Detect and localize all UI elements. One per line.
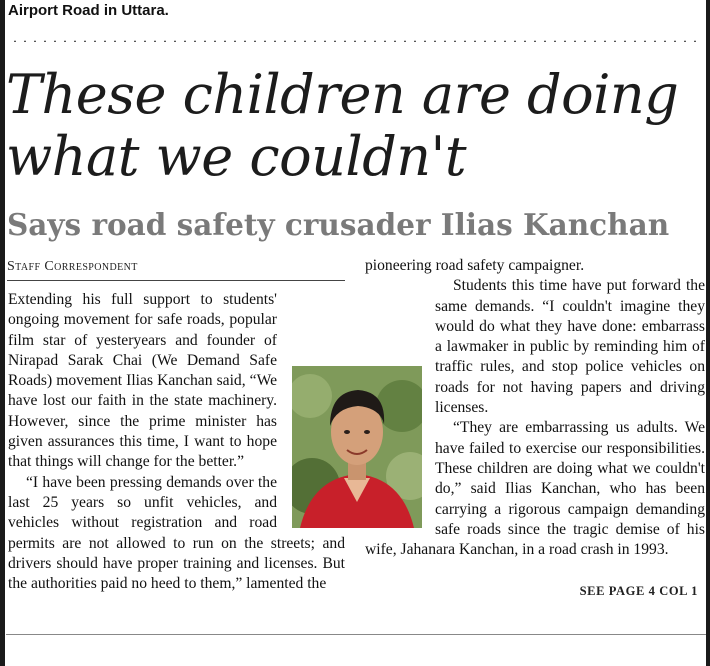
paragraph: “They are embarrassing us adults. We have failed to exercise our responsibilities. These children are doing what we couldn't do,” said Ilias Kanchan, who has been carrying a rigorous campaign demanding safe roads since the tragic demise of his wife, Jahanara Kanchan, in a road crash in 1993.: [365, 419, 705, 559]
paragraph-text: Extending his full support to students' ongoing movement for safe roads, popular film star of yesteryears and founder of Nirapad Sarak Chai (We Demand Safe Roads) movement Ilias Kanchan said, “We have lost our faith in the state machinery. However, since the prime minister has given assurances this time, I want to hope that things will change for the better.”: [8, 291, 277, 471]
kicker-text: Airport Road in Uttara.: [8, 2, 169, 19]
portrait-illustration: [292, 366, 422, 528]
byline-rule: [7, 280, 345, 281]
byline: Staff Correspondent: [7, 259, 138, 274]
continuation-note: SEE PAGE 4 COL 1: [579, 584, 698, 598]
bottom-rule: [6, 634, 706, 635]
paragraph: “I have been pressing demands over the last 25 years so unfit vehicles, and vehicles without registration and road permits are not allowed to run on the streets; and drivers should have proper training and licenses. But the authorities paid no heed to them,” lamented the: [8, 473, 345, 593]
dotted-divider: [10, 40, 700, 42]
paragraph: pioneering road safety campaigner.: [365, 257, 585, 274]
right-border-bar: [706, 0, 710, 666]
portrait-photo: [292, 366, 422, 528]
left-border-bar: [0, 0, 5, 666]
subheadline: Says road safety crusader Ilias Kanchan: [7, 207, 670, 242]
headline: These children are doing what we couldn't: [6, 63, 679, 188]
paragraph-text: Students this time have put forward the same demands. “I couldn't imagine they would do what they have done: embarrass a lawmaker in public by reminding him of traffic rules, and stop police vehicles on roads for not having papers and driving licenses.: [435, 277, 705, 417]
